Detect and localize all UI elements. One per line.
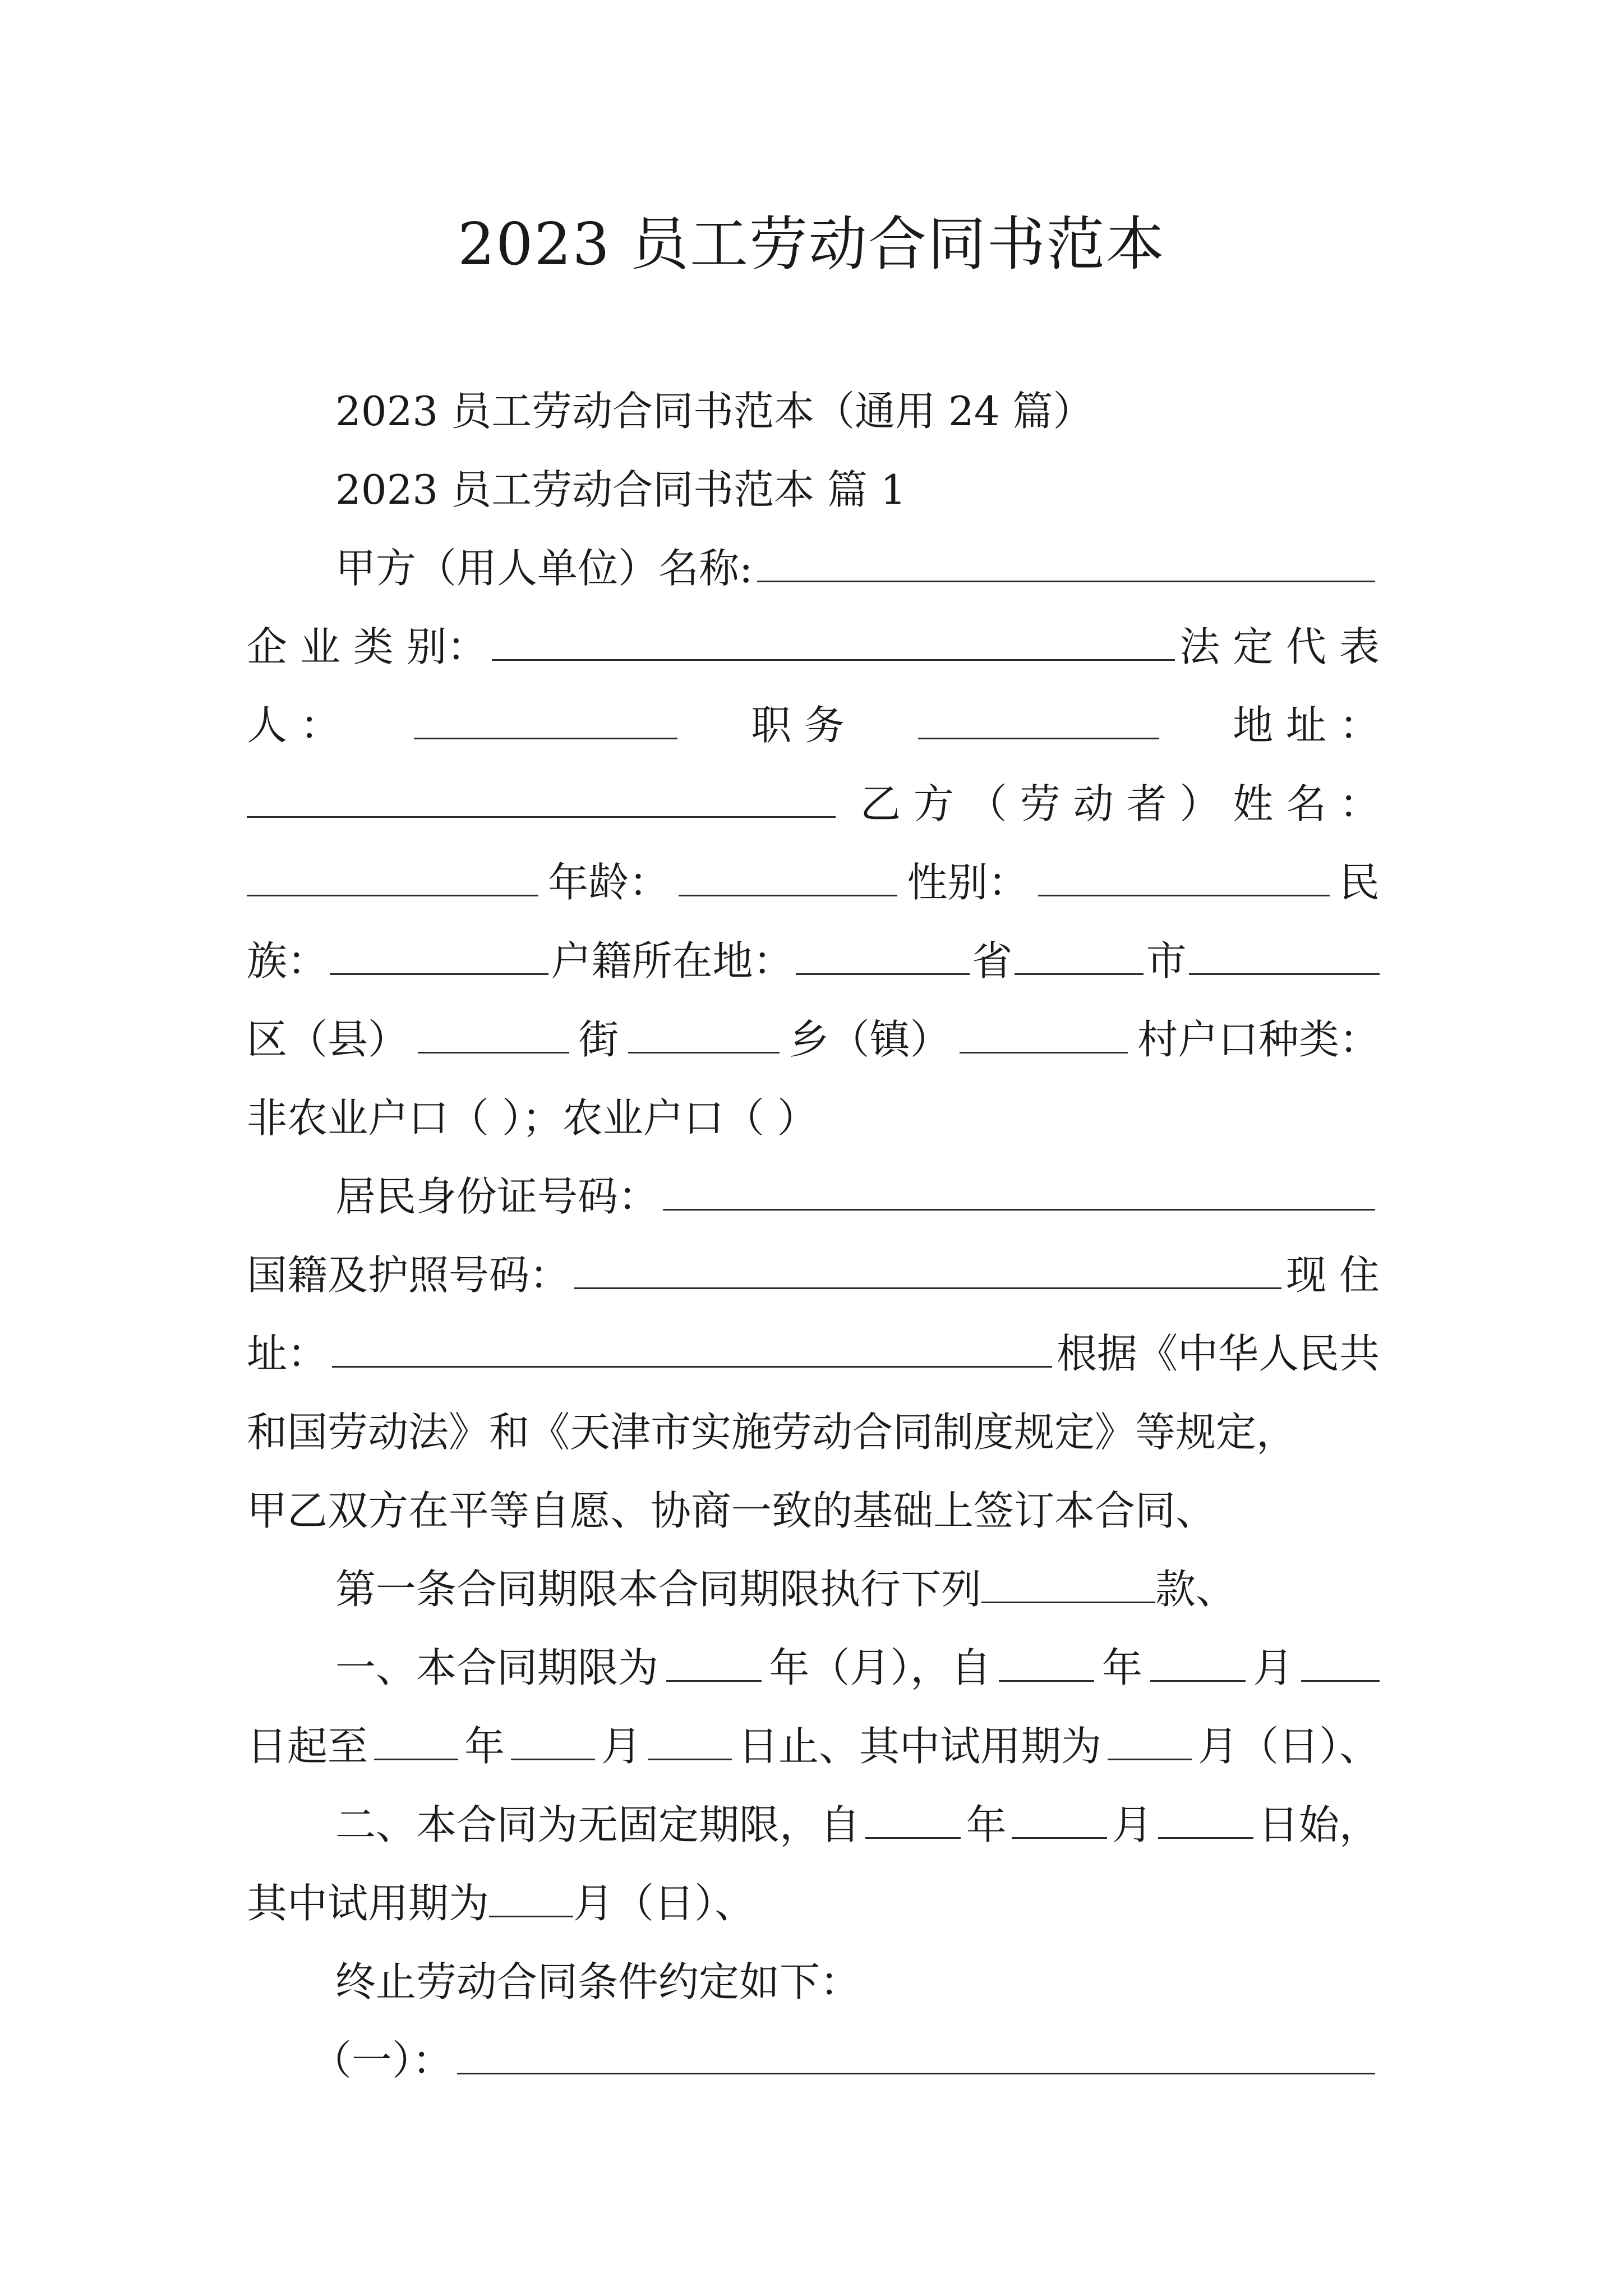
end-day-field[interactable] bbox=[648, 1709, 732, 1760]
current-addr-label-b: 址： bbox=[247, 1330, 328, 1377]
enterprise-type-field[interactable] bbox=[492, 609, 1175, 661]
start-month-field[interactable] bbox=[1150, 1630, 1246, 1682]
legal-rep-field[interactable] bbox=[414, 688, 677, 739]
item-2-text-f: 月（日）、 bbox=[573, 1880, 755, 1927]
age-field[interactable] bbox=[679, 845, 897, 896]
age-gender-line bbox=[247, 843, 1380, 922]
item-2-line-a bbox=[335, 1786, 1380, 1864]
article-heading: 2023 员工劳动合同书范本 篇 1 bbox=[335, 466, 906, 513]
township-label: 乡（镇） bbox=[789, 1016, 951, 1063]
party-b-line bbox=[247, 765, 1380, 843]
term-length-field[interactable] bbox=[666, 1630, 762, 1682]
id-number-field[interactable] bbox=[663, 1159, 1375, 1211]
start-day-field[interactable] bbox=[1301, 1630, 1380, 1682]
position-label: 职 务 bbox=[751, 702, 845, 749]
city-field[interactable] bbox=[1015, 923, 1144, 975]
ren-label: 人 ： bbox=[247, 702, 340, 749]
address-field[interactable] bbox=[247, 766, 836, 818]
gender-label: 性别： bbox=[907, 859, 1029, 906]
page-title: 2023 员工劳动合同书范本 bbox=[458, 210, 1165, 278]
clause-1-field[interactable] bbox=[981, 1552, 1155, 1603]
id-label: 居民身份证号码： bbox=[335, 1173, 659, 1220]
item-1-text-a: 一、本合同期限为 bbox=[335, 1644, 659, 1691]
district-line bbox=[247, 1000, 1380, 1079]
ethnic-field[interactable] bbox=[330, 923, 548, 975]
item-1-line-b bbox=[247, 1707, 1380, 1786]
probation-field[interactable] bbox=[1108, 1709, 1192, 1760]
end-year-field[interactable] bbox=[374, 1709, 458, 1760]
basis-text-b: 和国劳动法》和《天津市实施劳动合同制度规定》等规定， bbox=[247, 1409, 1297, 1456]
item-2-text-b: 年 bbox=[966, 1801, 1007, 1848]
current-address-line bbox=[247, 1314, 1380, 1393]
position-field[interactable] bbox=[918, 688, 1159, 739]
village-field[interactable] bbox=[960, 1002, 1128, 1053]
item-1-text-e: 日起至 bbox=[247, 1723, 368, 1770]
enterprise-type-label: 企 业 类 别： bbox=[247, 623, 487, 670]
item-1-text-i: 月（日）、 bbox=[1197, 1723, 1380, 1770]
district-label: 区（县） bbox=[247, 1016, 409, 1063]
party-a-label: 甲方（用人单位）名称: bbox=[335, 545, 753, 592]
basis-text-c: 甲乙双方在平等自愿、协商一致的基础上签订本合同、 bbox=[247, 1487, 1216, 1534]
item-1-text-h: 日止、其中试用期为 bbox=[737, 1723, 1101, 1770]
village-hukou-label: 村户口种类： bbox=[1137, 1016, 1380, 1063]
street-field[interactable] bbox=[418, 1002, 569, 1053]
termination-item-1-field[interactable] bbox=[457, 2023, 1375, 2074]
province-field[interactable] bbox=[796, 923, 970, 975]
open-probation-field[interactable] bbox=[489, 1866, 573, 1917]
end-month-field[interactable] bbox=[511, 1709, 595, 1760]
hukou-options: 非农业户口（ ）；农业户口（ ） bbox=[247, 1094, 818, 1142]
item-2-line-b bbox=[247, 1864, 1380, 1943]
termination-item-1-line bbox=[311, 2021, 1380, 2100]
passport-label: 国籍及护照号码： bbox=[247, 1251, 570, 1299]
item-1-text-g: 月 bbox=[601, 1723, 642, 1770]
subtitle: 2023 员工劳动合同书范本（通用 24 篇） bbox=[335, 388, 1094, 435]
province-label: 省 bbox=[972, 937, 1013, 984]
item-2-text-e: 其中试用期为 bbox=[247, 1880, 490, 1927]
open-start-month-field[interactable] bbox=[1012, 1787, 1107, 1839]
id-line bbox=[335, 1157, 1380, 1236]
address-label: 地 址 ： bbox=[1233, 702, 1380, 749]
termination-item-1-label: （一）： bbox=[311, 2037, 453, 2084]
item-1-text-f: 年 bbox=[464, 1723, 505, 1770]
item-1-text-d: 月 bbox=[1253, 1644, 1294, 1691]
item-2-text-c: 月 bbox=[1112, 1801, 1153, 1848]
current-address-field[interactable] bbox=[332, 1316, 1052, 1368]
gender-field[interactable] bbox=[1038, 845, 1330, 896]
item-1-text-b: 年（月），自 bbox=[769, 1644, 992, 1691]
household-label: 户籍所在地： bbox=[551, 937, 794, 984]
party-a-line bbox=[335, 529, 1380, 608]
street-label: 街 bbox=[578, 1016, 619, 1063]
basis-text-a: 根据《中华人民共 bbox=[1056, 1330, 1380, 1377]
district-field[interactable] bbox=[1189, 923, 1380, 975]
item-1-line-a bbox=[335, 1628, 1380, 1707]
party-a-name-field[interactable] bbox=[757, 531, 1375, 582]
item-2-text-a: 二、本合同为无固定期限，自 bbox=[335, 1801, 861, 1848]
ethnic-label-a: 民 bbox=[1339, 859, 1380, 906]
township-field[interactable] bbox=[628, 1002, 780, 1053]
age-label: 年龄： bbox=[548, 859, 670, 906]
clause-1-text: 第一条合同期限本合同期限执行下列 bbox=[335, 1566, 982, 1613]
clause-1-line bbox=[335, 1550, 1380, 1628]
open-start-year-field[interactable] bbox=[865, 1787, 961, 1839]
household-line bbox=[247, 922, 1380, 1000]
legal-rep-line bbox=[247, 686, 1380, 765]
legal-rep-label: 法 定 代 表 bbox=[1179, 623, 1380, 670]
current-addr-label-a: 现 住 bbox=[1286, 1251, 1380, 1299]
name-field[interactable] bbox=[247, 845, 538, 896]
city-label: 市 bbox=[1146, 937, 1187, 984]
open-start-day-field[interactable] bbox=[1158, 1787, 1253, 1839]
enterprise-type-line bbox=[247, 608, 1380, 686]
start-year-field[interactable] bbox=[999, 1630, 1094, 1682]
item-2-text-d: 日始， bbox=[1258, 1801, 1380, 1848]
termination-heading: 终止劳动合同条件约定如下： bbox=[335, 1958, 861, 2005]
clause-1-end: 款、 bbox=[1155, 1566, 1237, 1613]
passport-line bbox=[247, 1236, 1380, 1314]
ethnic-label-b: 族： bbox=[247, 937, 328, 984]
item-1-text-c: 年 bbox=[1101, 1644, 1142, 1691]
party-b-label: 乙 方 （ 劳 动 者 ） 姓 名 ： bbox=[860, 780, 1380, 827]
passport-field[interactable] bbox=[574, 1237, 1281, 1289]
